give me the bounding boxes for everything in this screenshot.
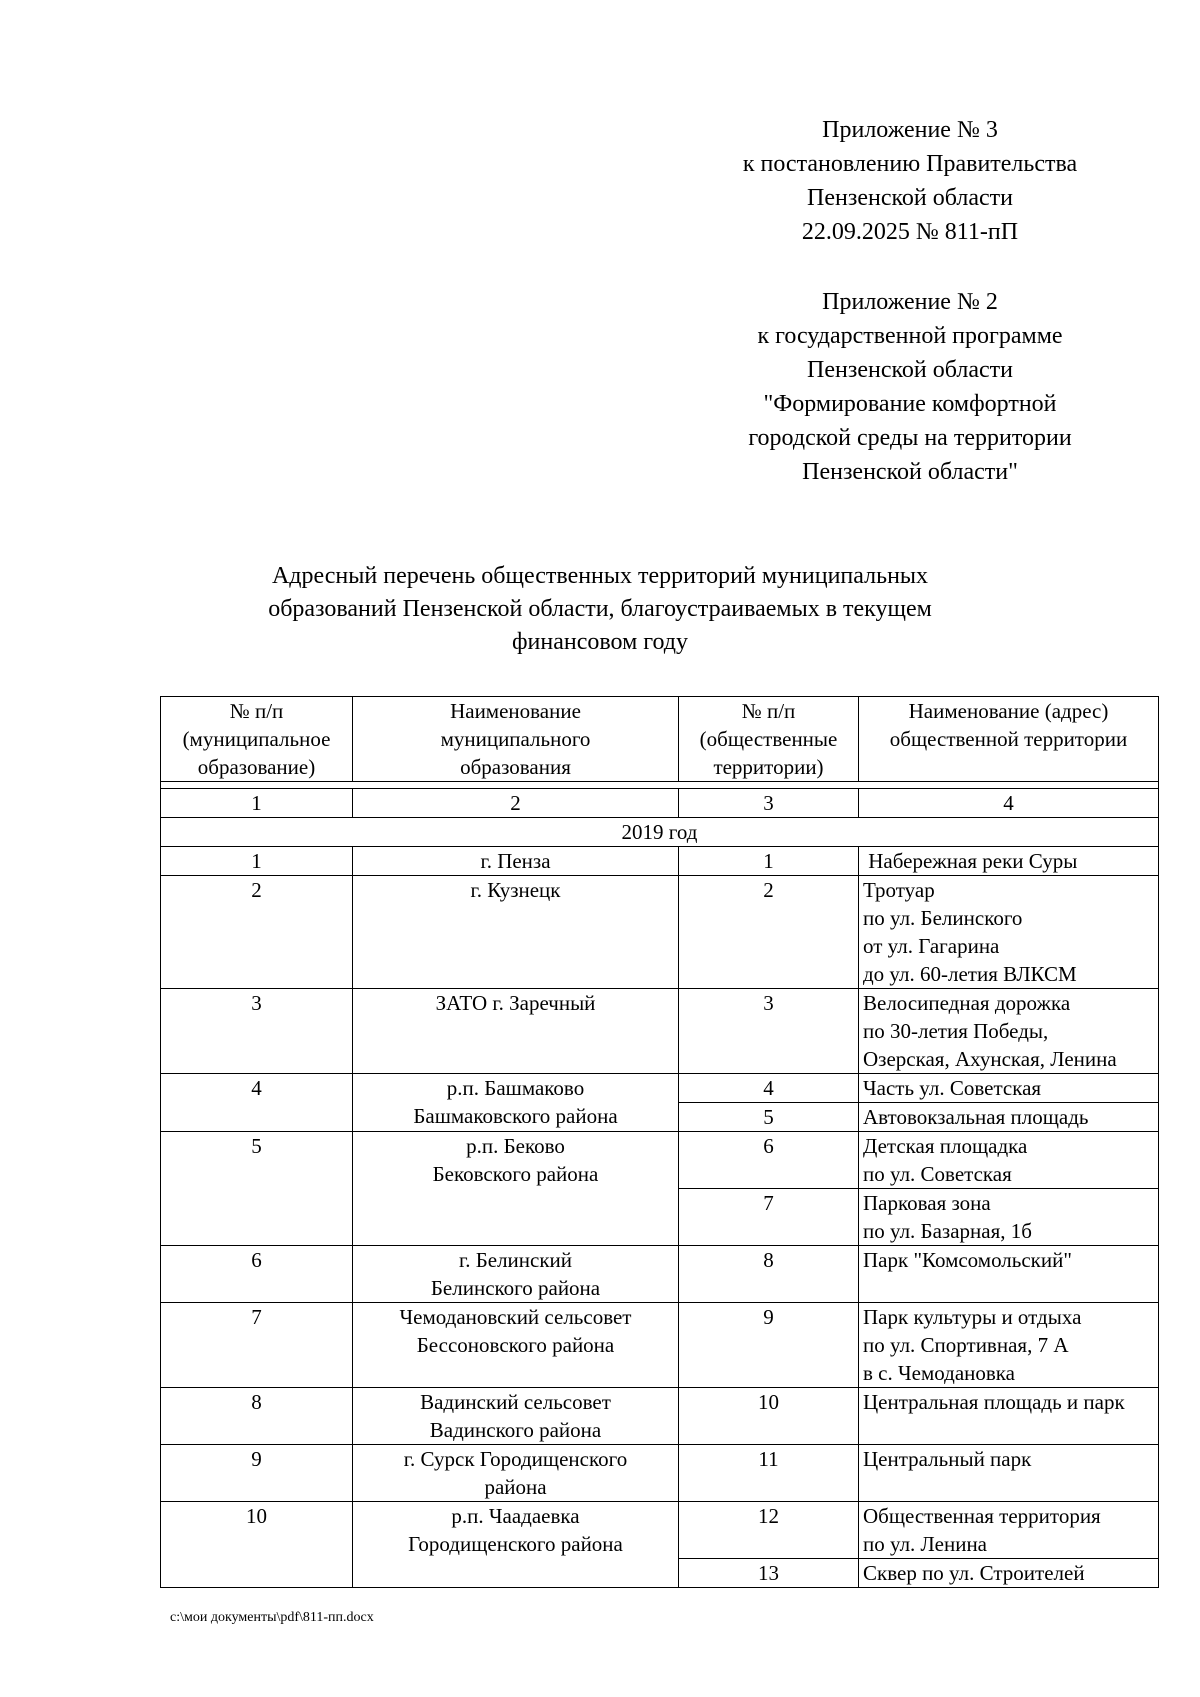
territory-name-cell xyxy=(859,876,1159,989)
mo-name-line: Башмаковского района xyxy=(413,1104,618,1128)
territory-number-cell: 2 xyxy=(679,876,859,989)
table-row xyxy=(161,1132,1159,1189)
territory-number-cell: 1 xyxy=(679,847,859,876)
territory-name-line: Сквер по ул. Строителей xyxy=(863,1561,1085,1585)
territory-number-cell: 6 xyxy=(679,1132,859,1189)
territory-name-line: в с. Чемодановка xyxy=(863,1361,1016,1385)
mo-name-line: Белинского района xyxy=(430,1276,601,1300)
appendix-3-line: 22.09.2025 № 811-пП xyxy=(801,219,1019,245)
territory-name-line: Центральная площадь и парк xyxy=(863,1390,1125,1414)
table-row xyxy=(161,1502,1159,1559)
mo-name-cell xyxy=(353,1132,679,1246)
table-row xyxy=(161,1074,1159,1103)
appendix-3-line: Пензенской области xyxy=(807,185,1013,211)
territory-number-cell: 13 xyxy=(679,1559,859,1588)
column-numbers-row xyxy=(161,789,1159,818)
territory-number-cell: 12 xyxy=(679,1502,859,1559)
table-row xyxy=(161,876,1159,989)
territory-number-cell: 3 xyxy=(679,989,859,1074)
header-cell-mo-name: Наименование муниципального образования xyxy=(353,697,679,782)
territory-name-line: Парк "Комсомольский" xyxy=(863,1248,1072,1272)
year-cell: 2019 год xyxy=(161,818,1159,847)
territory-name-line: по ул. Белинского xyxy=(863,906,1023,930)
mo-name-line: Бековского района xyxy=(432,1162,599,1186)
territory-name-cell xyxy=(859,1074,1159,1103)
mo-name-line: г. Кузнецк xyxy=(470,878,561,902)
territory-name-cell xyxy=(859,1132,1159,1189)
mo-name-cell xyxy=(353,1074,679,1132)
column-number: 4 xyxy=(859,789,1159,818)
mo-number-cell: 4 xyxy=(161,1074,353,1132)
territory-name-line: Озерская, Ахунская, Ленина xyxy=(863,1047,1117,1071)
territory-name-line: по ул. Базарная, 1б xyxy=(863,1219,1032,1243)
column-number: 1 xyxy=(161,789,353,818)
table-row xyxy=(161,989,1159,1074)
mo-name-line: Чемодановский сельсовет xyxy=(399,1305,632,1329)
table-row xyxy=(161,1388,1159,1445)
mo-name-cell xyxy=(353,1502,679,1588)
appendix-2-line: Пензенской области xyxy=(807,357,1013,383)
territory-name-cell xyxy=(859,1246,1159,1303)
territory-name-cell xyxy=(859,1388,1159,1445)
appendix-2-line: к государственной программе xyxy=(757,323,1063,349)
territory-name-cell xyxy=(859,1189,1159,1246)
mo-name-cell xyxy=(353,1388,679,1445)
territory-name-line: Велосипедная дорожка xyxy=(863,991,1071,1015)
appendix-2-line: "Формирование комфортной xyxy=(763,391,1057,417)
mo-name-line: р.п. Беково xyxy=(466,1134,565,1158)
mo-name-cell xyxy=(353,1303,679,1388)
mo-name-line: Бессоновского района xyxy=(416,1333,615,1357)
column-number: 2 xyxy=(353,789,679,818)
territory-name-line: Общественная территория xyxy=(863,1504,1101,1528)
territory-name-line: Набережная реки Суры xyxy=(863,849,1078,873)
appendix-2-line: городской среды на территории xyxy=(748,425,1072,451)
mo-name-cell xyxy=(353,1246,679,1303)
territory-name-line: Центральный парк xyxy=(863,1447,1032,1471)
mo-name-line: г. Пенза xyxy=(480,849,551,873)
title-line: финансовом году xyxy=(511,629,689,655)
appendix-3-heading xyxy=(680,113,1140,249)
mo-name-line: района xyxy=(484,1475,547,1499)
territory-number-cell: 10 xyxy=(679,1388,859,1445)
territory-name-line: до ул. 60-летия ВЛКСМ xyxy=(863,962,1077,986)
territory-number-cell: 4 xyxy=(679,1074,859,1103)
mo-name-line: р.п. Башмаково xyxy=(446,1076,585,1100)
territory-name-line: Автовокзальная площадь xyxy=(863,1105,1089,1129)
mo-number-cell: 3 xyxy=(161,989,353,1074)
territory-name-line: по ул. Советская xyxy=(863,1162,1012,1186)
territory-name-cell xyxy=(859,1502,1159,1559)
column-number: 3 xyxy=(679,789,859,818)
territory-number-cell: 7 xyxy=(679,1189,859,1246)
table-row xyxy=(161,1445,1159,1502)
territory-name-line: по ул. Ленина xyxy=(863,1532,988,1556)
mo-name-cell xyxy=(353,876,679,989)
mo-name-cell xyxy=(353,847,679,876)
table-row xyxy=(161,847,1159,876)
mo-name-line: р.п. Чаадаевка xyxy=(451,1504,580,1528)
mo-number-cell: 7 xyxy=(161,1303,353,1388)
appendix-2-heading xyxy=(680,285,1140,489)
mo-number-cell: 5 xyxy=(161,1132,353,1246)
territory-name-cell xyxy=(859,989,1159,1074)
territory-name-line: Парк культуры и отдыха xyxy=(863,1305,1082,1329)
header-cell-territory-name: Наименование (адрес) общественной территории xyxy=(859,697,1159,782)
document-title xyxy=(200,560,1000,659)
mo-name-line: Вадинский сельсовет xyxy=(420,1390,611,1414)
appendix-2-line: Приложение № 2 xyxy=(822,289,998,315)
appendix-3-line: Приложение № 3 xyxy=(822,117,998,143)
header-cell-territory-number: № п/п (общественные территории) xyxy=(679,697,859,782)
mo-number-cell: 10 xyxy=(161,1502,353,1588)
territory-number-cell: 5 xyxy=(679,1103,859,1132)
spacer-row xyxy=(161,782,1159,789)
header-cell-mo-number: № п/п (муниципальное образование) xyxy=(161,697,353,782)
territory-name-cell xyxy=(859,1445,1159,1502)
territory-number-cell: 8 xyxy=(679,1246,859,1303)
mo-name-line: г. Сурск Городищенского xyxy=(403,1447,628,1471)
mo-number-cell: 1 xyxy=(161,847,353,876)
mo-name-line: г. Белинский xyxy=(458,1248,573,1272)
title-line: образований Пензенской области, благоустраиваемых в текущем xyxy=(268,596,932,622)
mo-name-cell xyxy=(353,989,679,1074)
mo-number-cell: 6 xyxy=(161,1246,353,1303)
territory-name-cell xyxy=(859,1303,1159,1388)
territory-number-cell: 9 xyxy=(679,1303,859,1388)
appendix-2-line: Пензенской области" xyxy=(802,459,1018,485)
table-row xyxy=(161,1303,1159,1388)
territory-name-line: Часть ул. Советская xyxy=(863,1076,1042,1100)
appendix-3-line: к постановлению Правительства xyxy=(742,151,1078,177)
year-row xyxy=(161,818,1159,847)
territory-number-cell: 11 xyxy=(679,1445,859,1502)
territory-name-line: по 30-летия Победы, xyxy=(863,1019,1049,1043)
territory-name-cell xyxy=(859,847,1159,876)
mo-number-cell: 9 xyxy=(161,1445,353,1502)
territory-name-cell xyxy=(859,1559,1159,1588)
territory-name-line: Тротуар xyxy=(863,878,935,902)
title-line: Адресный перечень общественных территорий муниципальных xyxy=(271,563,929,589)
mo-number-cell: 8 xyxy=(161,1388,353,1445)
territory-name-line: Детская площадка xyxy=(863,1134,1028,1158)
territories-table xyxy=(160,696,1159,1588)
mo-name-line: Городищенского района xyxy=(408,1532,623,1556)
territory-name-line: Парковая зона xyxy=(863,1191,991,1215)
file-path-footer: c:\мои документы\pdf\811-пп.docx xyxy=(170,1610,374,1625)
table-row xyxy=(161,1246,1159,1303)
territory-name-line: от ул. Гагарина xyxy=(863,934,1000,958)
territory-name-cell xyxy=(859,1103,1159,1132)
header-row xyxy=(161,697,1159,782)
mo-number-cell: 2 xyxy=(161,876,353,989)
mo-name-line: ЗАТО г. Заречный xyxy=(435,991,596,1015)
mo-name-line: Вадинского района xyxy=(429,1418,602,1442)
mo-name-cell xyxy=(353,1445,679,1502)
territory-name-line: по ул. Спортивная, 7 А xyxy=(863,1333,1069,1357)
